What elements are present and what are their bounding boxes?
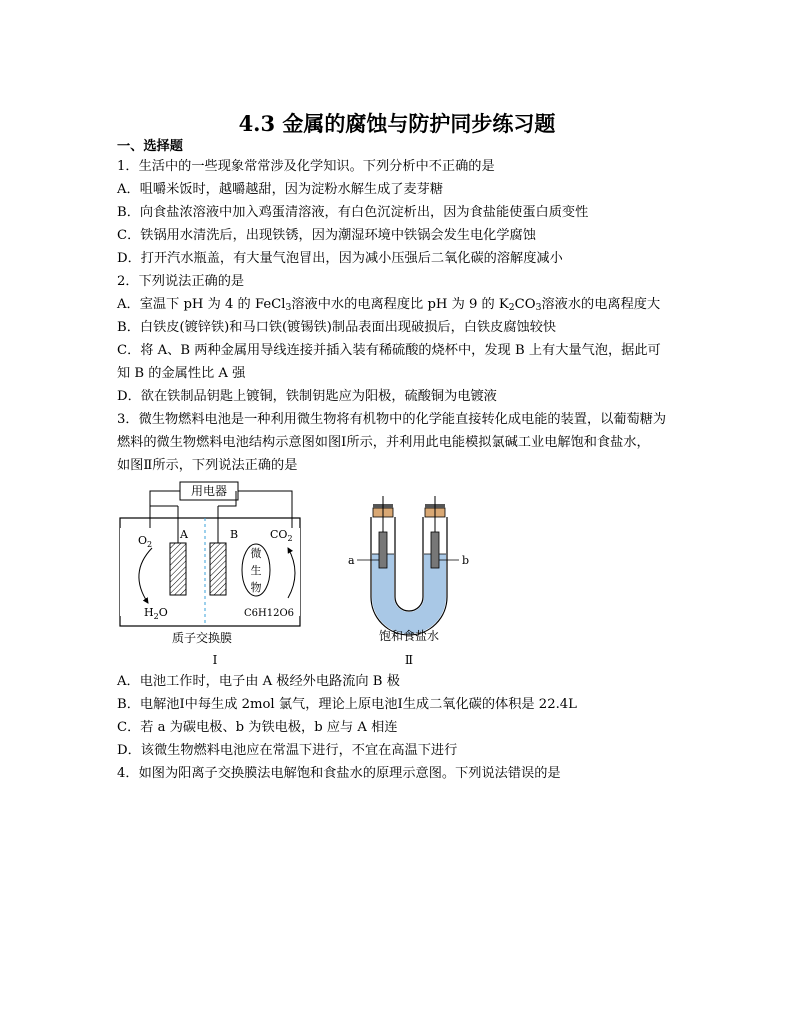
brine-label: 饱和食盐水	[378, 629, 440, 643]
svg-text:微: 微	[250, 547, 262, 560]
electrode-b	[210, 543, 226, 595]
q1-stem: 1．生活中的一些现象常常涉及化学知识。下列分析中不正确的是	[117, 159, 495, 174]
q2-option-c-line1: C．将 A、B 两种金属用导线连接并插入装有稀硫酸的烧杯中，发现 B 上有大量气泡，据此可	[117, 343, 661, 358]
electrode-a	[170, 543, 186, 595]
q3-option-a: A．电池工作时，电子由 A 极经外电路流向 B 极	[117, 674, 400, 689]
q4-stem: 4．如图为阳离子交换膜法电解饱和食盐水的原理示意图。下列说法错误的是	[117, 766, 561, 781]
q3-option-d: D．该微生物燃料电池应在常温下进行，不宜在高温下进行	[117, 743, 458, 758]
q3-stem-line1: 3．微生物燃料电池是一种利用微生物将有机物中的化学能直接转化成电能的装置，以葡萄糖为	[117, 412, 667, 427]
q1-option-d: D．打开汽水瓶盖，有大量气泡冒出，因为减小压强后二氧化碳的溶解度减小	[117, 251, 563, 266]
figure-i-caption: Ⅰ	[212, 653, 218, 667]
page-title: 4.3 金属的腐蚀与防护同步练习题	[238, 111, 556, 136]
q1-option-a: A．咀嚼米饭时，越嚼越甜，因为淀粉水解生成了麦芽糖	[117, 182, 444, 197]
q3-stem-line3: 如图Ⅱ所示，下列说法正确的是	[117, 458, 298, 473]
fuel-cell-figure	[110, 478, 320, 673]
q2-option-d: D．欲在铁制品钥匙上镀铜，铁制钥匙应为阳极，硫酸铜为电镀液	[117, 389, 497, 404]
svg-text:CO2: $CO_2$	[270, 528, 293, 543]
svg-text:H2O: $H_2O$	[144, 606, 168, 621]
q2-option-c-line2: 知 B 的金属性比 A 强	[117, 366, 246, 381]
q3-option-c: C．若 a 为碳电极、b 为铁电极，b 应与 A 相连	[117, 720, 398, 735]
electrode-b-rod	[431, 532, 439, 568]
electrode-a-rod	[379, 532, 387, 568]
figure-ii-caption: Ⅱ	[404, 653, 414, 667]
electrode-b-label: B	[230, 528, 239, 541]
electrode-a-label: A	[180, 528, 188, 541]
label-b: b	[462, 554, 470, 567]
q2-option-b: B．白铁皮(镀锌铁)和马口铁(镀锡铁)制品表面出现破损后，白铁皮腐蚀较快	[117, 320, 557, 335]
q3-stem-line2: 燃料的微生物燃料电池结构示意图如图Ⅰ所示，并利用此电能模拟氯碱工业电解饱和食盐水，	[117, 435, 650, 450]
q2-stem: 2．下列说法正确的是	[117, 274, 245, 289]
wire-left	[150, 491, 180, 528]
q1-option-c: C．铁锅用水清洗后，出现铁锈，因为潮湿环境中铁锅会发生电化学腐蚀	[117, 228, 536, 243]
q2-option-a: A．室温下 pH 为 4 的 FeCl$_3$溶液中水的电离程度比 pH 为 9 的 $K_2CO_3$溶液水的电离程度大	[117, 297, 661, 313]
q1-option-b: B．向食盐浓溶液中加入鸡蛋清溶液，有白色沉淀析出，因为食盐能使蛋白质变性	[117, 205, 589, 220]
u-tube-figure	[345, 492, 475, 672]
device-label: 用电器	[190, 484, 228, 498]
label-a: a	[348, 554, 355, 567]
svg-text:物: 物	[250, 581, 262, 594]
svg-text:生: 生	[250, 564, 262, 577]
glucose-label: C6H12O6	[244, 608, 295, 619]
q3-option-b: B．电解池Ⅰ中每生成 2mol 氯气，理论上原电池Ⅰ生成二氧化碳的体积是 22.4L	[117, 697, 577, 712]
wire-right	[238, 491, 292, 528]
membrane-label: 质子交换膜	[172, 631, 233, 645]
section-heading: 一、选择题	[117, 139, 183, 154]
svg-text:O2: $O_2$	[138, 534, 153, 549]
